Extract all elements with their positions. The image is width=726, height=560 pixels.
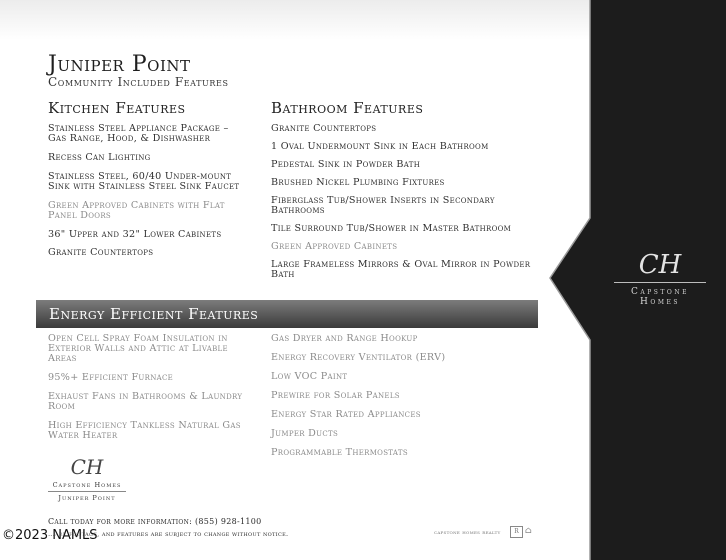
logo-line1: Capstone [631,287,689,297]
sidebar-chevron [547,0,607,560]
list-item: Prewire for Solar Panels [271,390,400,401]
list-item: 95%+ Efficient Furnace [48,372,174,383]
list-item: Exhaust Fans in Bathrooms & Laundry Room [48,391,243,412]
list-item: Programmable Thermostats [271,447,408,458]
list-item: Jumper Ducts [271,428,339,439]
list-item: Tile Surround Tub/Shower in Master Bathroom [271,223,512,234]
list-item: Stainless Steel, 60/40 Under-mount Sink with Stainless Steel Sink Faucet [48,171,240,192]
list-item: Pedestal Sink in Powder Bath [271,159,421,170]
list-item: Recess Can Lighting [48,152,151,163]
list-item: Energy Recovery Ventilator (ERV) [271,352,446,363]
page-title: Juniper Point [48,52,191,77]
logo-divider [614,282,706,283]
disclaimer: …are footage, and features are subject to change without notice. [48,530,289,538]
monogram: CH [70,455,104,479]
bathroom-list [271,124,536,280]
logo-small-line2: Juniper Point [58,494,116,502]
energy-left-list [48,334,253,441]
page-subtitle: Community Included Features [48,75,229,89]
kitchen-list [48,124,248,258]
list-item: High Efficiency Tankless Natural Gas Water Heater [48,420,241,441]
list-item: Open Cell Spray Foam Insulation in Exterior Walls and Attic at Livable Areas [48,333,228,364]
list-item: Energy Star Rated Appliances [271,409,421,420]
mls-watermark: ©2023 NAMLS [2,528,98,543]
bathroom-heading: Bathroom Features [271,99,424,117]
list-item: Granite Countertops [48,247,154,258]
kitchen-heading: Kitchen Features [48,99,186,117]
energy-heading-band [36,300,538,328]
capstone-logo-small [48,455,126,502]
list-item: Gas Dryer and Range Hookup [271,333,418,344]
top-shade [0,0,590,40]
realty-credit: capstone homes realty [434,530,501,536]
list-item: Low VOC Paint [271,371,348,382]
list-item: Large Frameless Mirrors & Oval Mirror in Powder Bath [271,259,531,280]
list-item: Brushed Nickel Plumbing Fixtures [271,177,445,188]
realtor-icon: R [510,526,523,538]
capstone-logo [610,250,710,307]
list-item: 1 Oval Undermount Sink in Each Bathroom [271,141,489,152]
logo-small-line1: Capstone Homes [48,481,126,492]
list-item: Green Approved Cabinets [271,241,398,252]
list-item: Stainless Steel Appliance Package – Gas Range, Hood, & Dishwasher [48,123,229,144]
list-item: Fiberglass Tub/Shower Inserts in Secondary Bathrooms [271,195,495,216]
energy-heading: Energy Efficient Features [49,305,259,323]
list-item: 36" Upper and 32" Lower Cabinets [48,229,222,240]
energy-right-list [271,334,536,458]
call-info: Call today for more information: (855) 928-1100 [48,517,262,526]
equal-housing-icon: ⌂ [525,526,532,536]
list-item: Granite Countertops [271,123,377,134]
list-item: Green Approved Cabinets with Flat Panel Doors [48,200,225,221]
monogram-large: CH [638,250,682,280]
logo-line2: Homes [640,297,680,307]
